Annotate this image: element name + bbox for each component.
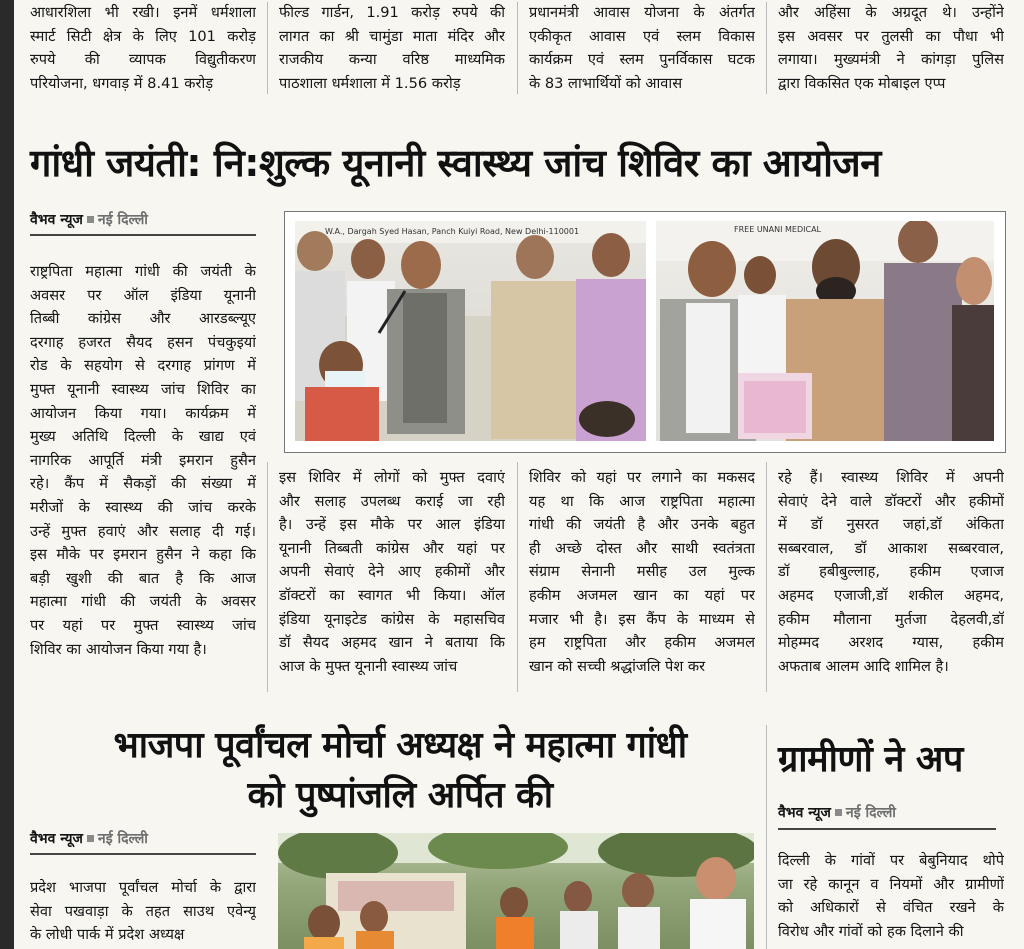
- text-line: में डॉ नुसरत जहां,डॉ अंकिता: [778, 516, 1004, 534]
- text-line: अपनी सेवाएं देने आए हकीमों और: [279, 563, 505, 581]
- article1-column-4: [778, 466, 1004, 678]
- text-line: दरगाह हजरत सैयद हसन पंचकुइयां: [30, 333, 256, 351]
- column-rule: [267, 462, 268, 692]
- byline-source: वैभव न्यूज: [30, 831, 83, 847]
- text-line: संग्राम सेनानी मसीह उल मुल्क: [529, 563, 755, 581]
- article3-headline: ग्रामीणों ने अप: [778, 739, 963, 780]
- handover-photo-illustration: [656, 221, 994, 441]
- text-line: एकीकृत आवास एवं स्लम विकास: [529, 27, 755, 45]
- text-line: इंडिया यूनाइटेड कांग्रेस के महासचिव: [279, 610, 505, 628]
- text-line: नागरिक आपूर्ति मंत्री इमरान हुसैन: [30, 451, 256, 469]
- text-line: आयोजन किया गया। कार्यक्रम में: [30, 404, 256, 422]
- byline-city: नई दिल्ली: [97, 831, 148, 847]
- column-rule: [517, 462, 518, 692]
- byline-city: नई दिल्ली: [845, 805, 896, 821]
- text-line: बड़ी खुशी की बात है कि आज: [30, 569, 256, 587]
- text-line: राष्ट्रपिता महात्मा गांधी की जयंती के: [30, 263, 256, 280]
- text-line: मुफ्त यूनानी स्वास्थ्य जांच शिविर का: [30, 380, 256, 398]
- text-line: डॉ सैयद अहमद खान ने बताया कि: [279, 634, 505, 652]
- text-line: सेवाएं देने वाले डॉक्टरों और हकीमों: [778, 492, 1004, 510]
- article1-photo-left: [295, 221, 646, 441]
- column-rule: [766, 2, 767, 94]
- text-line: है। उन्हें इस मौके पर आल इंडिया: [279, 516, 505, 534]
- text-line: तिब्बी कांग्रेस और आरडब्ल्यूए: [30, 310, 256, 328]
- text-line: अफताब आलम आदि शामिल है।: [778, 657, 949, 675]
- byline-city: नई दिल्ली: [97, 212, 148, 228]
- top-column-4: [778, 1, 1004, 95]
- park-gathering-illustration: [278, 833, 754, 949]
- byline-source: वैभव न्यूज: [30, 212, 83, 228]
- text-line: और अहिंसा के अग्रदूत थे। उन्होंने: [778, 4, 1004, 21]
- text-line: रुपये की व्यापक विद्युतीकरण: [30, 51, 256, 69]
- article3-byline: [778, 803, 896, 822]
- text-line: जा रहे कानून व नियमों और ग्रामीणों: [778, 875, 1004, 893]
- text-line: दिल्ली के गांवों पर बेबुनियाद थोपे: [778, 852, 1004, 869]
- text-line: पाठशाला धर्मशाला में 1.56 करोड़: [279, 74, 461, 92]
- text-line: लगाया। मुख्यमंत्री ने कांगड़ा पुलिस: [778, 51, 1004, 69]
- text-line: अवसर पर ऑल इंडिया यूनानी: [30, 286, 256, 304]
- text-line: के 83 लाभार्थियों को आवास: [529, 74, 683, 92]
- text-line: महात्मा गांधी की जयंती के अवसर: [30, 593, 256, 611]
- text-line: खान को सच्ची श्रद्धांजलि पेश कर: [529, 657, 706, 675]
- column-rule: [766, 462, 767, 692]
- text-line: मजार भी है। इस कैंप के माध्यम से: [529, 610, 755, 628]
- text-line: के लोधी पार्क में प्रदेश अध्यक्ष: [30, 926, 185, 944]
- text-line: सेवा पखवाड़ा के तहत साउथ एवेन्यू: [30, 902, 256, 920]
- text-line: परियोजना, धगवाड़ में 8.41 करोड़: [30, 74, 214, 92]
- text-line: राजकीय कन्या वरिष्ठ माध्यमिक: [279, 51, 505, 69]
- article3-column-1: [778, 849, 1004, 943]
- article2-headline-line1: भाजपा पूर्वांचल मोर्चा अध्यक्ष ने महात्मा गांधी: [113, 725, 687, 766]
- top-column-3: [529, 1, 755, 95]
- article2-headline-line2: को पुष्पांजलि अर्पित की: [247, 775, 553, 816]
- text-line: आधारशिला भी रखी। इनमें धर्मशाला: [30, 4, 256, 21]
- text-line: डॉ हबीबुल्लाह, हकीम एजाज: [778, 563, 1004, 581]
- text-line: प्रदेश भाजपा पूर्वांचल मोर्चा के द्वारा: [30, 879, 256, 896]
- text-line: हकीम मौलाना मुर्तजा देहलवी,डॉ: [778, 610, 1004, 628]
- text-line: पर यहां पर मुफ्त स्वास्थ्य जांच: [30, 616, 256, 634]
- article2-column-1: [30, 876, 256, 947]
- article1-byline: [30, 210, 148, 229]
- text-line: द्वारा विकसित एक मोबाइल एप्प: [778, 74, 946, 92]
- column-rule: [267, 2, 268, 94]
- byline-source: वैभव न्यूज: [778, 805, 831, 821]
- text-line: इस मौके पर इमरान हुसैन ने कहा कि: [30, 546, 256, 564]
- text-line: इस अवसर पर तुलसी का पौधा भी: [778, 27, 1004, 45]
- article1-photo-right: [656, 221, 994, 441]
- article2-photo: [278, 833, 754, 949]
- text-line: इस शिविर में लोगों को मुफ्त दवाएं: [279, 469, 505, 486]
- text-line: मरीजों के स्वास्थ्य की जांच करके: [30, 498, 256, 516]
- text-line: लागत का श्री चामुंडा माता मंदिर और: [279, 27, 505, 45]
- text-line: को अधिकारों से वंचित रखने के: [778, 899, 1004, 917]
- text-line: हकीम अजमल खान का यहां पर: [529, 586, 755, 604]
- text-line: हम राष्ट्रपिता और हकीम अजमल: [529, 634, 755, 652]
- text-line: कार्यक्रम एवं स्लम पुनर्विकास घटक: [529, 51, 755, 69]
- text-line: ही अच्छे दोस्त और साथी स्वतंत्रता: [529, 539, 755, 557]
- text-line: सब्बरवाल, डॉ आकाश सब्बरवाल,: [778, 539, 1004, 557]
- article1-column-3: [529, 466, 755, 678]
- text-line: शिविर का आयोजन किया गया है।: [30, 640, 207, 658]
- text-line: फील्ड गार्डन, 1.91 करोड़ रुपये की: [279, 4, 505, 21]
- text-line: डॉक्टरों का स्वागत भी किया। ऑल: [279, 586, 505, 604]
- text-line: आज के मुफ्त यूनानी स्वास्थ्य जांच: [279, 657, 458, 675]
- text-line: मोहम्मद अरशद ग्यास, हकीम: [778, 634, 1004, 652]
- article1-column-1: [30, 260, 256, 661]
- photo-banner-text-2: FREE UNANI MEDICAL: [734, 225, 822, 234]
- group-photo-illustration: [295, 221, 646, 441]
- text-line: प्रधानमंत्री आवास योजना के अंतर्गत: [529, 4, 755, 21]
- article1-headline: गांधी जयंती: नि:शुल्क यूनानी स्वास्थ्य जांच शिविर का आयोजन: [30, 141, 881, 185]
- text-line: अहमद एजाजी,डॉ शकील अहमद,: [778, 586, 1004, 604]
- square-bullet-icon: [87, 835, 94, 842]
- text-line: और सलाह उपलब्ध कराई जा रही: [279, 492, 505, 510]
- top-column-2: [279, 1, 505, 95]
- square-bullet-icon: [87, 216, 94, 223]
- article1-column-2: [279, 466, 505, 678]
- column-rule: [766, 725, 767, 949]
- byline-rule: [30, 234, 256, 236]
- text-line: विरोध और गांवों को हक दिलाने की: [778, 922, 964, 940]
- page-edge-shadow: [0, 0, 14, 949]
- byline-rule: [30, 853, 256, 855]
- text-line: स्मार्ट सिटी क्षेत्र के लिए 101 करोड़: [30, 27, 256, 45]
- photo-banner-text: W.A., Dargah Syed Hasan, Panch Kuiyi Road, New Delhi-110001: [325, 227, 580, 236]
- text-line: यूनानी तिब्बती कांग्रेस और यहां पर: [279, 539, 505, 557]
- text-line: गांधी की जयंती है और उनके बहुत: [529, 516, 755, 534]
- column-rule: [517, 2, 518, 94]
- byline-rule: [778, 828, 996, 830]
- text-line: रहे। कैंप में सैकड़ों की संख्या में: [30, 475, 256, 493]
- square-bullet-icon: [835, 809, 842, 816]
- text-line: मुख्य अतिथि दिल्ली के खाद्य एवं: [30, 428, 256, 446]
- text-line: शिविर को यहां पर लगाने का मकसद: [529, 469, 755, 486]
- text-line: रोड के सहयोग से दरगाह प्रांगण में: [30, 357, 256, 375]
- top-column-1: [30, 1, 256, 95]
- text-line: उन्हें मुफ्त हवाएं और सलाह दी गई।: [30, 522, 256, 540]
- text-line: रहे हैं। स्वास्थ्य शिविर में अपनी: [778, 469, 1004, 486]
- article2-byline: [30, 829, 148, 848]
- text-line: यह था कि आज राष्ट्रपिता महात्मा: [529, 492, 755, 510]
